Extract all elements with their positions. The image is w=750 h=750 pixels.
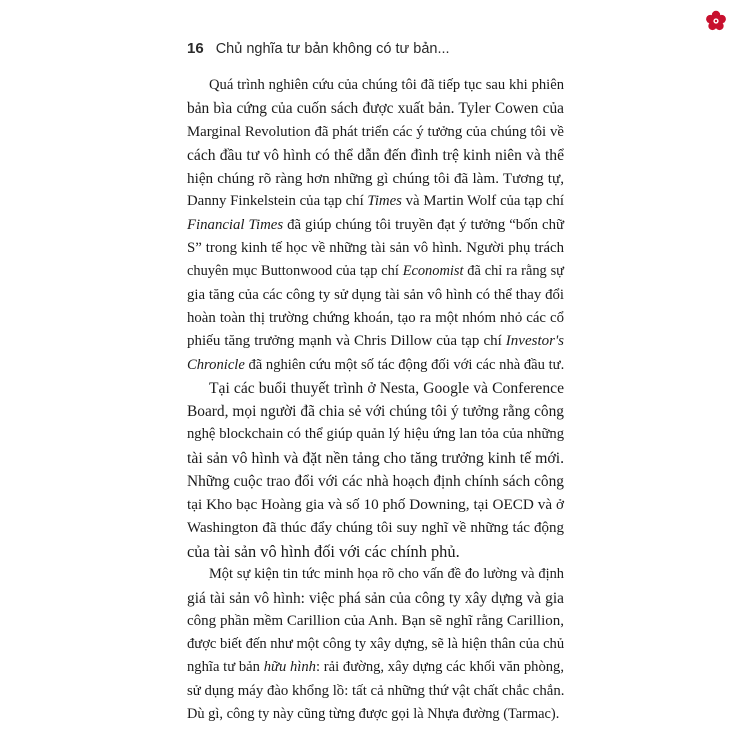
text-line	[187, 423, 564, 446]
text-run: đã nghiên cứu một số tác động đối với các nhà đầu tư.	[244, 356, 565, 373]
text-run: của tài sản vô hình đối với các chính phủ.	[187, 541, 460, 561]
text-line	[187, 656, 564, 679]
text-run: Board, mọi người đã chia sẻ với chúng tôi ý tưởng rằng công	[187, 403, 564, 421]
text-run: cách đầu tư vô hình có thể dẫn đến đình trệ kinh niên và thể	[187, 146, 564, 164]
text-run: Tại các buổi thuyết trình ở Nesta, Google và Conference	[209, 379, 564, 397]
text-run: S” trong kinh tế học về những tài sản vô hình. Người phụ trách	[187, 240, 564, 257]
italic-text-run: Economist	[402, 263, 464, 280]
text-run: : rải đường, xây dựng các khối văn phòng,	[315, 659, 564, 676]
running-header	[187, 40, 450, 60]
italic-text-run: Investor's	[505, 333, 564, 350]
text-run: công phần mềm Carillion của Anh. Bạn sẽ nghĩ rằng Carillion,	[187, 612, 564, 629]
text-run: tài sản vô hình và đặt nền tảng cho tăng trưởng kinh tế mới.	[187, 449, 565, 467]
text-line	[187, 563, 564, 586]
text-line	[187, 377, 564, 400]
text-line	[187, 167, 564, 190]
text-run: đã giúp chúng tôi truyền đạt ý tưởng “bốn chữ	[283, 216, 564, 233]
text-line	[187, 260, 564, 283]
text-run: Quá trình nghiên cứu của chúng tôi đã tiếp tục sau khi phiên	[209, 77, 564, 93]
text-line	[187, 447, 564, 470]
text-run: được biết đến như một công ty xây dựng, sẽ là hiện thân của chủ	[187, 636, 565, 653]
text-line	[187, 400, 564, 423]
text-run: hiện chúng rõ ràng hơn những gì chúng tôi đã làm. Tương tự,	[187, 170, 564, 188]
text-run: phiếu tăng trưởng mạnh và Chris Dillow của tạp chí	[187, 333, 506, 350]
text-line	[187, 354, 564, 377]
text-line	[187, 237, 564, 260]
text-line	[187, 493, 564, 516]
paragraph	[187, 377, 564, 563]
page-number: 16	[187, 40, 204, 57]
text-run: Danny Finkelstein của tạp chí	[187, 193, 368, 210]
text-run: hoàn toàn thị trường chứng khoán, tạo ra một nhóm nhỏ các cổ	[187, 309, 564, 326]
text-line	[187, 517, 564, 540]
text-run: Washington đã thúc đẩy chúng tôi suy nghĩ về những tác động	[187, 519, 564, 536]
text-line	[187, 214, 564, 237]
text-line	[187, 680, 564, 703]
text-run: giá tài sản vô hình: việc phá sản của công ty xây dựng và gia	[187, 589, 564, 607]
paragraph	[187, 563, 564, 726]
text-run: nghệ blockchain có thể giúp quản lý hiệu ứng lan tỏa của những	[187, 426, 564, 443]
italic-text-run: hữu hình	[263, 659, 316, 676]
text-line	[187, 97, 564, 120]
text-run: chuyên mục Buttonwood của tạp chí	[187, 263, 403, 280]
text-run: và Martin Wolf của tạp chí	[401, 193, 565, 210]
italic-text-run: Financial Times	[187, 216, 284, 233]
italic-text-run: Chronicle	[187, 356, 245, 373]
text-line	[187, 284, 564, 307]
text-line	[187, 190, 564, 213]
page-body	[187, 74, 564, 726]
text-line	[187, 540, 564, 563]
text-line	[187, 74, 564, 97]
text-line	[187, 144, 564, 167]
text-line	[187, 470, 564, 493]
paragraph	[187, 74, 564, 377]
text-run: Một sự kiện tin tức minh họa rõ cho vấn đề đo lường và định	[209, 566, 564, 583]
text-run: sử dụng máy đào khổng lồ: tất cả những thứ vật chất chắc chắn.	[187, 682, 565, 699]
text-line	[187, 633, 564, 656]
text-run: tại Kho bạc Hoàng gia và số 10 phố Downing, tại OECD và ở	[187, 496, 564, 514]
text-line	[187, 610, 564, 633]
text-line	[187, 587, 564, 610]
text-run: nghĩa tư bản	[187, 659, 264, 676]
flower-icon	[705, 10, 727, 32]
text-run: Những cuộc trao đổi với các nhà hoạch định chính sách công	[187, 473, 564, 491]
text-run: bản bìa cứng của cuốn sách được xuất bản. Tyler Cowen của	[187, 100, 564, 118]
text-line	[187, 307, 564, 330]
italic-text-run: Times	[367, 193, 402, 210]
text-run: Dù gì, công ty này cũng từng được gọi là Nhựa đường (Tarmac).	[187, 706, 560, 723]
text-run: gia tăng của các công ty sử dụng tài sản vô hình có thể thay đổi	[187, 286, 564, 303]
running-title: Chủ nghĩa tư bản không có tư bản...	[215, 41, 450, 57]
text-run: Marginal Revolution đã phát triển các ý tưởng của chúng tôi về	[187, 123, 564, 140]
text-line	[187, 330, 564, 353]
text-run: đã chỉ ra rằng sự	[463, 263, 564, 280]
text-line	[187, 121, 564, 144]
text-line	[187, 703, 564, 726]
